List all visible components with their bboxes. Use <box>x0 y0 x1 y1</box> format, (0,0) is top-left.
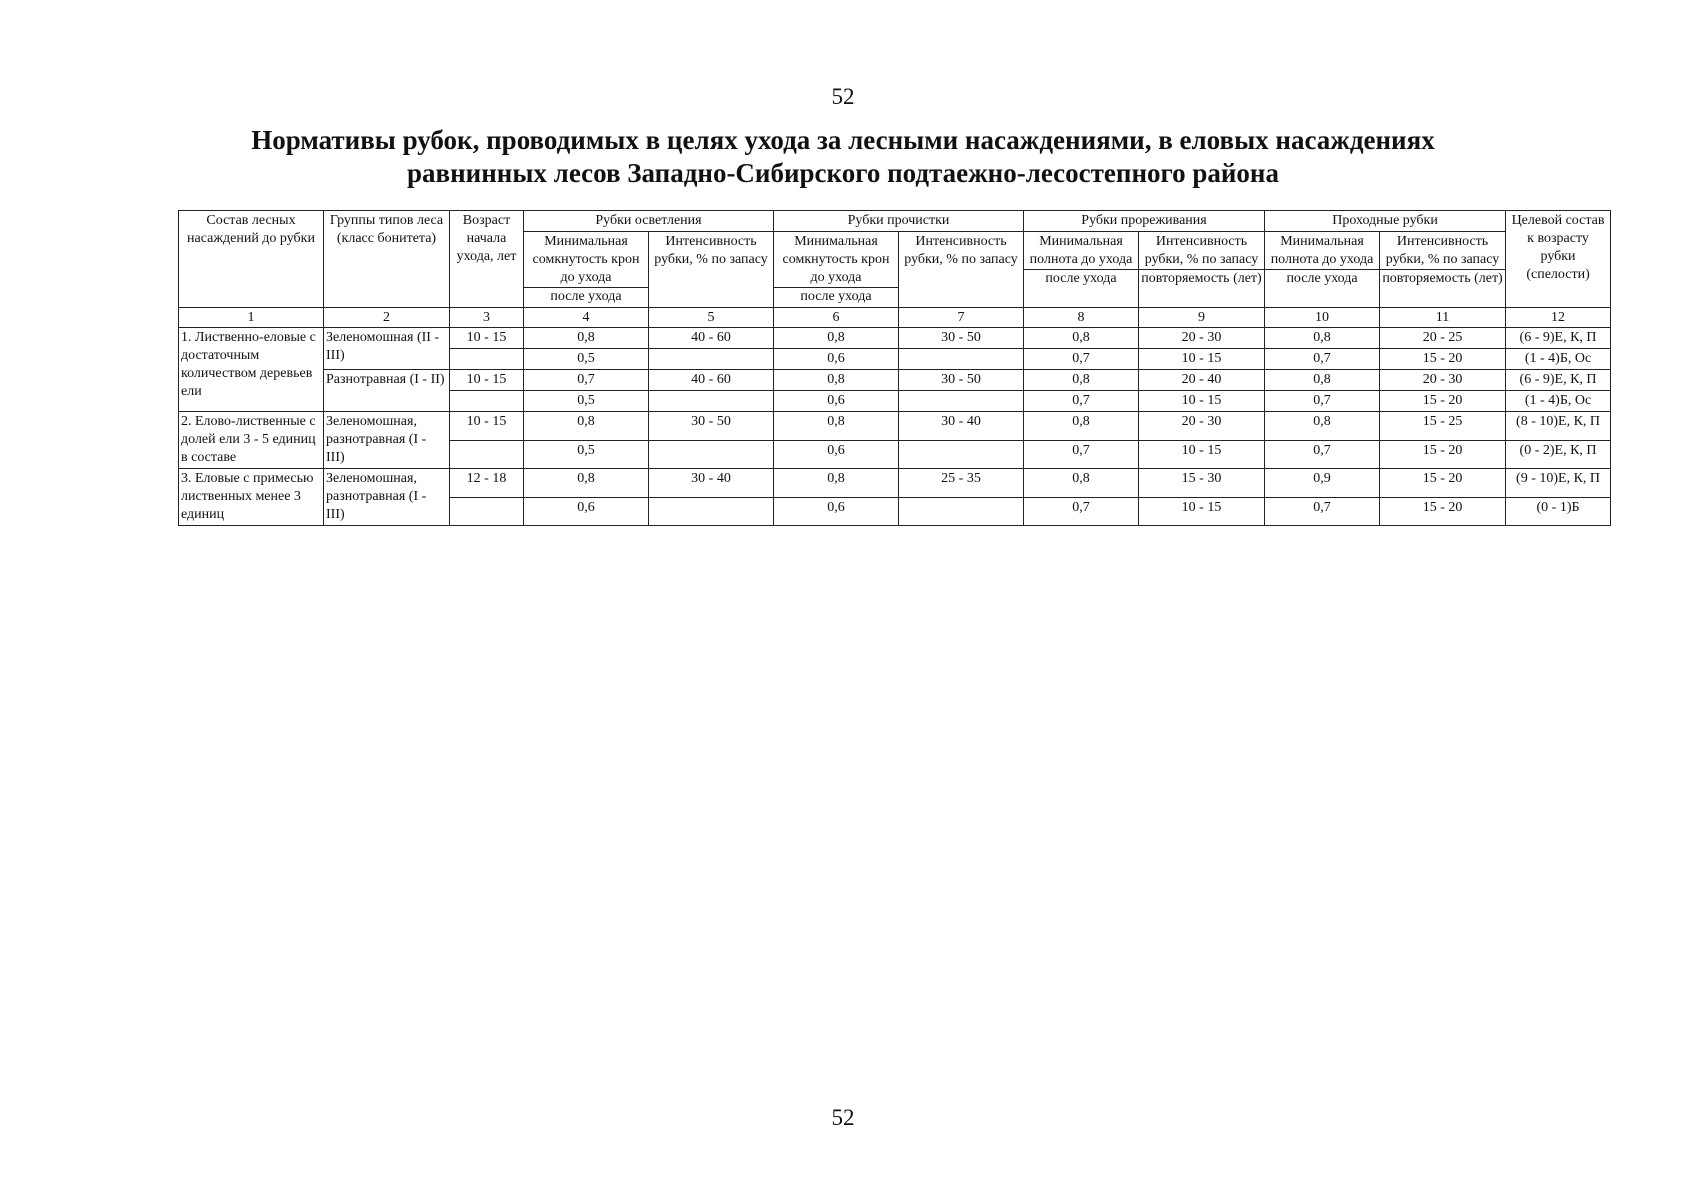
header-lightening: Рубки осветления <box>524 211 774 232</box>
cell-c8: 0,8 <box>1024 469 1139 498</box>
header-intensity-11 <box>1380 232 1506 308</box>
cell-age: 12 - 18 <box>450 469 524 498</box>
cell-c10: 0,7 <box>1265 440 1380 469</box>
group-name: 3. Еловые с примесью лиственных менее 3 единиц <box>179 469 324 526</box>
header-repeatability-label: повторяемость (лет) <box>1141 271 1262 286</box>
group-name: 1. Лиственно-еловые с достаточным количеством деревьев ели <box>179 328 324 412</box>
cell-c9: 10 - 15 <box>1139 440 1265 469</box>
cell-c4: 0,5 <box>524 440 649 469</box>
column-number-row <box>179 308 1611 328</box>
header-intensity-7: Интенсивность рубки, % по запасу <box>899 232 1024 308</box>
header-min-density-8 <box>1024 232 1139 308</box>
cell-c9: 10 - 15 <box>1139 391 1265 412</box>
page-number-top: 52 <box>831 84 855 109</box>
cell-c5: 40 - 60 <box>649 328 774 349</box>
title-line-1: Нормативы рубок, проводимых в целях ухода за лесными насаждениями, в еловых насаждениях <box>251 125 1435 155</box>
cell-c11: 15 - 20 <box>1380 391 1506 412</box>
header-target: Целевой состав к возрасту рубки (спелости) <box>1506 211 1611 308</box>
cell-c9: 20 - 40 <box>1139 370 1265 391</box>
cell-c10: 0,9 <box>1265 469 1380 498</box>
column-number: 6 <box>774 308 899 328</box>
cell-c12: (0 - 2)Е, К, П <box>1506 440 1611 469</box>
cell-c12: (1 - 4)Б, Ос <box>1506 391 1611 412</box>
cell-c7 <box>899 391 1024 412</box>
group-name: 2. Елово-лиственные с долей ели 3 - 5 единиц в составе <box>179 412 324 469</box>
header-after-care-label: после ухода <box>800 289 872 304</box>
cell-c7 <box>899 497 1024 526</box>
header-passage: Проходные рубки <box>1265 211 1506 232</box>
cell-c7: 30 - 50 <box>899 328 1024 349</box>
header-cleaning: Рубки прочистки <box>774 211 1024 232</box>
cell-c6: 0,8 <box>774 469 899 498</box>
cell-c5: 30 - 50 <box>649 412 774 441</box>
cell-c9: 20 - 30 <box>1139 328 1265 349</box>
cell-c7 <box>899 440 1024 469</box>
cell-c9: 10 - 15 <box>1139 349 1265 370</box>
cell-c4: 0,6 <box>524 497 649 526</box>
cell-c5 <box>649 440 774 469</box>
cell-c5: 30 - 40 <box>649 469 774 498</box>
cell-c9: 10 - 15 <box>1139 497 1265 526</box>
header-intensity-label: Интенсивность рубки, % по запасу <box>1380 233 1505 270</box>
cell-c5: 40 - 60 <box>649 370 774 391</box>
cell-c4: 0,8 <box>524 328 649 349</box>
forest-type: Зеленомошная, разнотравная (I - III) <box>324 469 450 526</box>
cell-c10: 0,7 <box>1265 497 1380 526</box>
column-number: 2 <box>324 308 450 328</box>
forest-type: Зеленомошная (II - III) <box>324 328 450 370</box>
cell-c8: 0,7 <box>1024 391 1139 412</box>
header-intensity-5: Интенсивность рубки, % по запасу <box>649 232 774 308</box>
table-row <box>179 328 1611 349</box>
cell-c11: 20 - 30 <box>1380 370 1506 391</box>
cell-c6: 0,8 <box>774 370 899 391</box>
table-row <box>179 370 1611 391</box>
cell-c10: 0,8 <box>1265 412 1380 441</box>
header-min-closure-4 <box>524 232 649 308</box>
column-number: 5 <box>649 308 774 328</box>
cell-age: 10 - 15 <box>450 370 524 391</box>
cell-c8: 0,7 <box>1024 440 1139 469</box>
column-number: 12 <box>1506 308 1611 328</box>
cell-c4: 0,8 <box>524 469 649 498</box>
cell-c4: 0,5 <box>524 349 649 370</box>
cell-c10: 0,7 <box>1265 391 1380 412</box>
cell-c4: 0,5 <box>524 391 649 412</box>
forest-type: Разнотравная (I - II) <box>324 370 450 412</box>
cell-c12: (8 - 10)Е, К, П <box>1506 412 1611 441</box>
header-forest-groups: Группы типов леса (класс бонитета) <box>324 211 450 308</box>
forest-type: Зеленомошная, разнотравная (I - III) <box>324 412 450 469</box>
cell-age <box>450 497 524 526</box>
cell-c8: 0,7 <box>1024 497 1139 526</box>
header-row-1 <box>179 211 1611 232</box>
header-min-density-label: Минимальная полнота до ухода <box>1024 233 1138 270</box>
cell-c9: 20 - 30 <box>1139 412 1265 441</box>
header-age: Возраст начала ухода, лет <box>450 211 524 308</box>
cell-age <box>450 440 524 469</box>
cell-c5 <box>649 349 774 370</box>
column-number: 9 <box>1139 308 1265 328</box>
cell-c4: 0,8 <box>524 412 649 441</box>
column-number: 11 <box>1380 308 1506 328</box>
cell-age: 10 - 15 <box>450 412 524 441</box>
cell-c11: 15 - 20 <box>1380 497 1506 526</box>
page-number-bottom: 52 <box>831 1105 855 1130</box>
cell-c7 <box>899 349 1024 370</box>
cell-c5 <box>649 497 774 526</box>
cell-c12: (0 - 1)Б <box>1506 497 1611 526</box>
header-repeatability-label: повторяемость (лет) <box>1382 271 1503 286</box>
header-after-care-label: после ухода <box>1286 271 1358 286</box>
table-row <box>179 469 1611 498</box>
header-min-closure-label: Минимальная сомкнутость крон до ухода <box>524 233 648 288</box>
cell-c8: 0,8 <box>1024 412 1139 441</box>
header-min-density-label: Минимальная полнота до ухода <box>1265 233 1379 270</box>
norms-table <box>178 210 1611 526</box>
cell-c11: 20 - 25 <box>1380 328 1506 349</box>
cell-c11: 15 - 20 <box>1380 440 1506 469</box>
column-number: 7 <box>899 308 1024 328</box>
cell-c8: 0,7 <box>1024 349 1139 370</box>
table-row <box>179 412 1611 441</box>
cell-c6: 0,6 <box>774 497 899 526</box>
cell-c11: 15 - 25 <box>1380 412 1506 441</box>
header-min-closure-label: Минимальная сомкнутость крон до ухода <box>774 233 898 288</box>
cell-c11: 15 - 20 <box>1380 349 1506 370</box>
cell-c12: (6 - 9)Е, К, П <box>1506 328 1611 349</box>
cell-c6: 0,8 <box>774 328 899 349</box>
cell-c8: 0,8 <box>1024 370 1139 391</box>
cell-c11: 15 - 20 <box>1380 469 1506 498</box>
header-composition: Состав лесных насаждений до рубки <box>179 211 324 308</box>
cell-c6: 0,6 <box>774 391 899 412</box>
cell-c6: 0,6 <box>774 440 899 469</box>
cell-c4: 0,7 <box>524 370 649 391</box>
cell-age: 10 - 15 <box>450 328 524 349</box>
column-number: 3 <box>450 308 524 328</box>
cell-c7: 30 - 50 <box>899 370 1024 391</box>
header-min-density-10 <box>1265 232 1380 308</box>
cell-c7: 30 - 40 <box>899 412 1024 441</box>
cell-c6: 0,8 <box>774 412 899 441</box>
cell-age <box>450 349 524 370</box>
cell-c12: (6 - 9)Е, К, П <box>1506 370 1611 391</box>
column-number: 4 <box>524 308 649 328</box>
cell-c10: 0,8 <box>1265 328 1380 349</box>
column-number: 1 <box>179 308 324 328</box>
cell-c12: (9 - 10)Е, К, П <box>1506 469 1611 498</box>
cell-c9: 15 - 30 <box>1139 469 1265 498</box>
column-number: 8 <box>1024 308 1139 328</box>
cell-c6: 0,6 <box>774 349 899 370</box>
cell-c10: 0,7 <box>1265 349 1380 370</box>
cell-c10: 0,8 <box>1265 370 1380 391</box>
title-line-2: равнинных лесов Западно-Сибирского подтаежно-лесостепного района <box>407 158 1279 188</box>
page-title <box>160 124 1526 190</box>
cell-c7: 25 - 35 <box>899 469 1024 498</box>
header-intensity-9 <box>1139 232 1265 308</box>
header-after-care-label: после ухода <box>550 289 622 304</box>
header-intensity-label: Интенсивность рубки, % по запасу <box>1139 233 1264 270</box>
header-after-care-label: после ухода <box>1045 271 1117 286</box>
cell-c5 <box>649 391 774 412</box>
cell-c8: 0,8 <box>1024 328 1139 349</box>
header-min-closure-6 <box>774 232 899 308</box>
column-number: 10 <box>1265 308 1380 328</box>
header-thinning: Рубки прореживания <box>1024 211 1265 232</box>
cell-c12: (1 - 4)Б, Ос <box>1506 349 1611 370</box>
cell-age <box>450 391 524 412</box>
